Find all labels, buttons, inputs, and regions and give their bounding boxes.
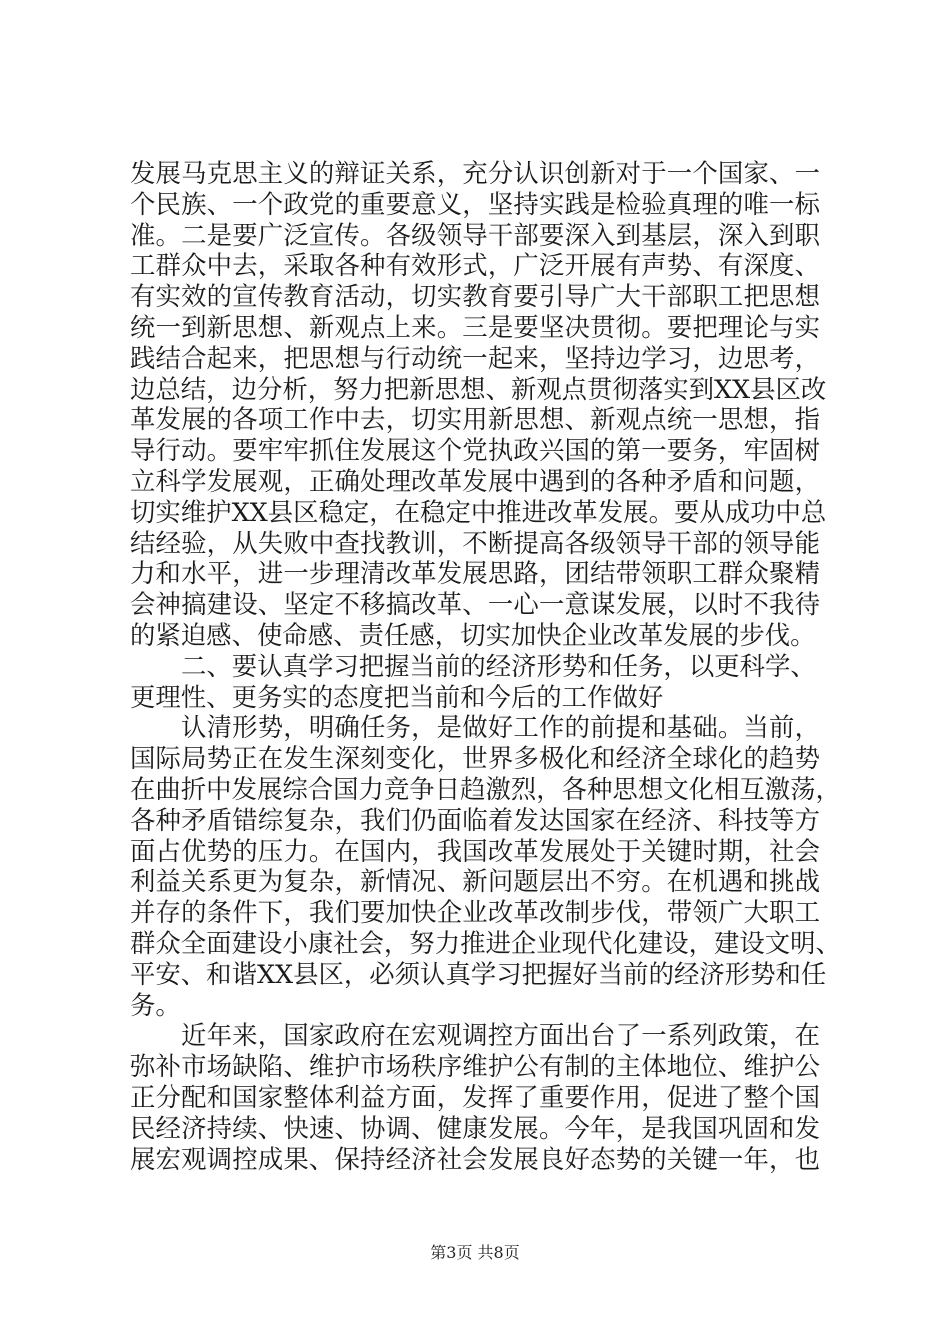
body-text — [130, 158, 841, 1174]
text-line: 面占优势的压力。在国内，我国改革发展处于关键时期，社会 — [130, 835, 820, 866]
text-line: 认清形势，明确任务，是做好工作的前提和基础。当前， — [181, 712, 820, 743]
text-line: 力和水平，进一步理清改革发展思路，团结带领职工群众聚精 — [130, 558, 820, 589]
text-line: 发展马克思主义的辩证关系，充分认识创新对于一个国家、一 — [130, 158, 820, 188]
text-line: 利益关系更为复杂，新情况、新问题层出不穷。在机遇和挑战 — [130, 866, 820, 897]
text-line: 展宏观调控成果、保持经济社会发展良好态势的关键一年，也 — [130, 1143, 820, 1174]
text-line: 导行动。要牢牢抓住发展这个党执政兴国的第一要务，牢固树 — [130, 435, 820, 466]
section-heading-line: 更理性、更务实的态度把当前和今后的工作做好 — [130, 681, 664, 712]
text-line: 个民族、一个政党的重要意义，坚持实践是检验真理的唯一标 — [130, 188, 820, 219]
text-line: 会神搞建设、坚定不移搞改革、一心一意谋发展，以时不我待 — [130, 589, 820, 620]
text-line: 正分配和国家整体利益方面，发挥了重要作用，促进了整个国 — [130, 1081, 820, 1112]
text-line: 各种矛盾错综复杂，我们仍面临着发达国家在经济、科技等方 — [130, 804, 820, 835]
text-line: 并存的条件下，我们要加快企业改革改制步伐，带领广大职工 — [130, 897, 820, 928]
text-line: 切实维护XX县区稳定，在稳定中推进改革发展。要从成功中总 — [130, 496, 827, 527]
text-line: 国际局势正在发生深刻变化，世界多极化和经济全球化的趋势 — [130, 743, 820, 774]
text-line: 近年来，国家政府在宏观调控方面出台了一系列政策，在 — [181, 1020, 820, 1051]
text-line: 统一到新思想、新观点上来。三是要坚决贯彻。要把理论与实 — [130, 311, 820, 342]
text-line: 准。二是要广泛宣传。各级领导干部要深入到基层，深入到职 — [130, 219, 820, 250]
text-line: 立科学发展观，正确处理改革发展中遇到的各种矛盾和问题， — [130, 465, 820, 496]
text-line: 平安、和谐XX县区，必须认真学习把握好当前的经济形势和任 — [130, 958, 827, 989]
text-line: 有实效的宣传教育活动，切实教育要引导广大干部职工把思想 — [130, 281, 820, 312]
text-line: 群众全面建设小康社会，努力推进企业现代化建设，建设文明、 — [130, 927, 841, 958]
text-line: 的紧迫感、使命感、责任感，切实加快企业改革发展的步伐。 — [130, 619, 816, 650]
text-line: 践结合起来，把思想与行动统一起来，坚持边学习，边思考， — [130, 342, 820, 373]
page-number-footer: 第3页 共8页 — [430, 1243, 520, 1262]
text-line: 弥补市场缺陷、维护市场秩序维护公有制的主体地位、维护公 — [130, 1051, 820, 1082]
text-line: 务。 — [130, 989, 181, 1020]
text-line: 工群众中去，采取各种有效形式，广泛开展有声势、有深度、 — [130, 250, 820, 281]
text-line: 在曲折中发展综合国力竞争日趋激烈，各种思想文化相互激荡， — [130, 773, 841, 804]
section-heading-line: 二、要认真学习把握当前的经济形势和任务，以更科学、 — [181, 650, 816, 681]
text-line: 民经济持续、快速、协调、健康发展。今年，是我国巩固和发 — [130, 1112, 820, 1143]
text-line: 革发展的各项工作中去，切实用新思想、新观点统一思想，指 — [130, 404, 820, 435]
text-line: 边总结，边分析，努力把新思想、新观点贯彻落实到XX县区改 — [130, 373, 827, 404]
text-line: 结经验，从失败中查找教训，不断提高各级领导干部的领导能 — [130, 527, 820, 558]
